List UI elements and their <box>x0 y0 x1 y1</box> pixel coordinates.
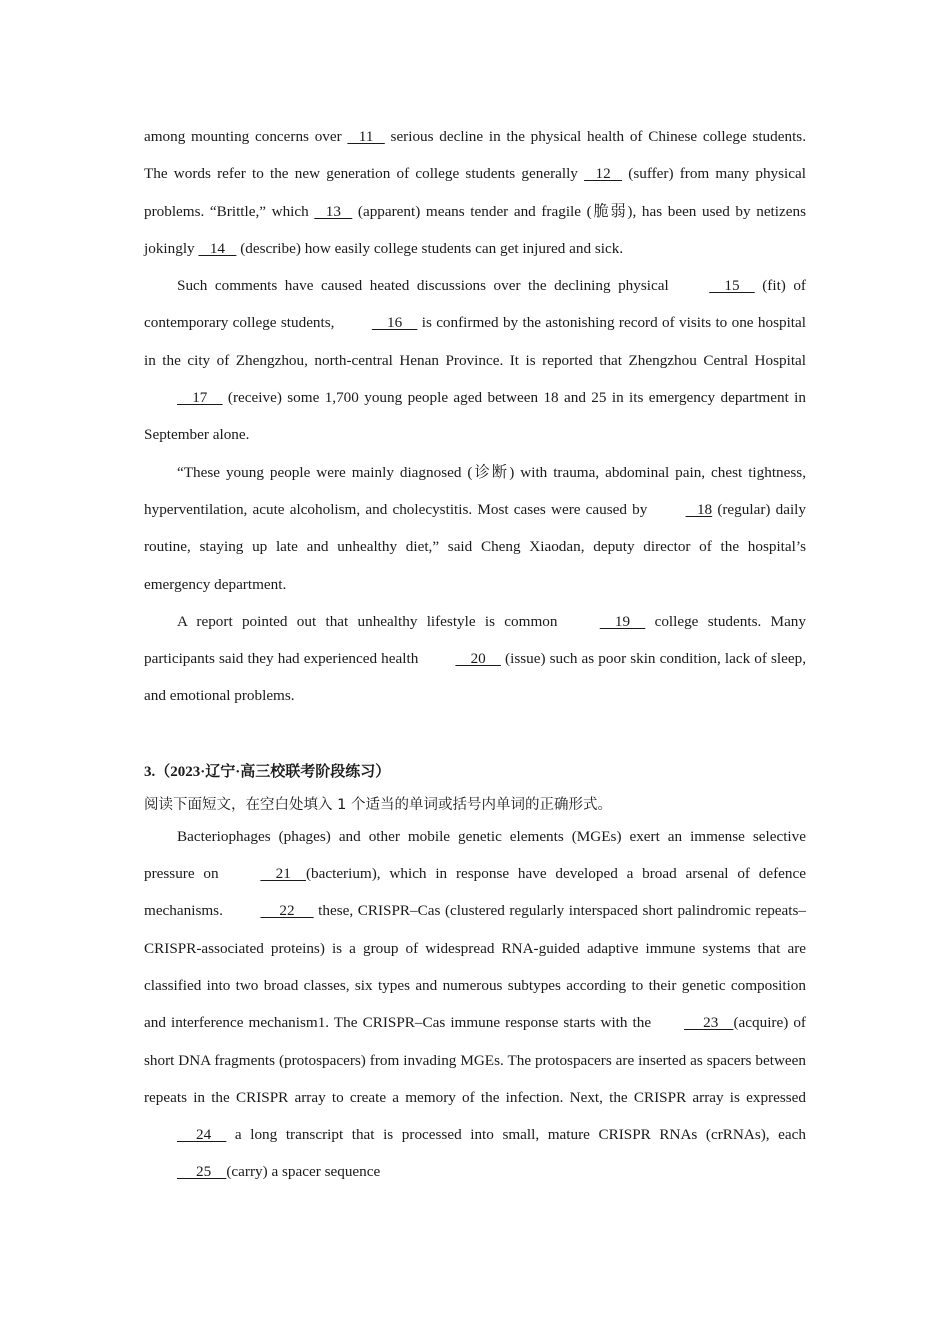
blank-13[interactable]: 13 <box>314 202 353 220</box>
question3-paragraph-1 <box>144 818 806 1191</box>
text-segment: among mounting concerns over <box>144 128 348 145</box>
passage-paragraph-1 <box>144 118 806 267</box>
text-segment: (describe) how easily college students can get injured and sick. <box>236 239 624 257</box>
text-segment: (apparent) means tender and fragile (脆弱), has been used by netizens jokingly <box>144 202 806 257</box>
blank-15[interactable]: 15 <box>709 277 755 295</box>
text-segment: serious decline in the physical health of Chinese college students. The words refer to the new generation of college students generally <box>144 128 806 183</box>
blank-16[interactable]: 16 <box>371 314 418 332</box>
blank-22[interactable]: 22 <box>260 902 314 920</box>
blank-18[interactable]: 18 <box>685 500 713 518</box>
text-segment: “These young people were mainly diagnosed (诊断) with trauma, abdominal pain, chest tightness, hyperventilation, acute alcoholism, and cholecystitis. Most cases were caused by <box>144 463 806 518</box>
text-segment: (issue) such as poor skin condition, lack of sleep, and emotional problems. <box>144 650 806 705</box>
blank-20[interactable]: 20 <box>455 650 501 668</box>
passage-paragraph-4 <box>144 603 806 715</box>
text-segment: these, CRISPR–Cas (clustered regularly interspaced short palindromic repeats–CRISPR-associated proteins) is a group of widespread RNA-guided adaptive immune systems that are classified into two broad classes, six types and numerous subtypes according to their genetic composition and interference mechanism1. The CRISPR–Cas immune response starts with the <box>144 902 807 1032</box>
text-segment: A report pointed out that unhealthy lifestyle is common <box>177 612 567 630</box>
blank-11[interactable]: 11 <box>347 128 385 145</box>
blank-23[interactable]: 23 <box>684 1014 734 1032</box>
document-page <box>144 118 806 1191</box>
passage-paragraph-3 <box>144 454 806 603</box>
text-segment: (acquire) of short DNA fragments (protospacers) from invading MGEs. The protospacers are inserted as spacers between repeats in the CRISPR array to create a memory of the infection. Next, the CRISPR array is expressed <box>144 1014 806 1106</box>
text-segment: (fit) of contemporary college students, <box>144 277 806 332</box>
text-segment: Bacteriophages (phages) and other mobile genetic elements (MGEs) exert an immense selective pressure on <box>144 827 806 883</box>
text-segment: (bacterium), which in response have developed a broad arsenal of defence mechanisms. <box>144 865 806 920</box>
text-segment: college students. Many participants said they had experienced health <box>144 612 806 668</box>
blank-17[interactable]: 17 <box>177 389 223 407</box>
blank-21[interactable]: 21 <box>260 865 306 883</box>
question-heading: 3.（2023·辽宁·高三校联考阶段练习） <box>144 763 391 780</box>
text-segment: is confirmed by the astonishing record of visits to one hospital in the city of Zhengzhou, north-central Henan Province. It is reported that Zhengzhou Central Hospital <box>144 314 806 369</box>
blank-19[interactable]: 19 <box>599 612 646 630</box>
text-segment: Such comments have caused heated discussions over the declining physical <box>177 277 677 295</box>
text-segment: (receive) some 1,700 young people aged between 18 and 25 in its emergency department in September alone. <box>144 389 806 444</box>
blank-14[interactable]: 14 <box>198 239 237 257</box>
blank-12[interactable]: 12 <box>584 165 623 183</box>
text-segment: (suffer) from many physical problems. “Brittle,” which <box>144 165 806 220</box>
blank-24[interactable]: 24 <box>177 1126 227 1144</box>
text-segment: (carry) a spacer sequence <box>226 1163 381 1181</box>
passage-paragraph-2 <box>144 267 806 453</box>
blank-25[interactable]: 25 <box>177 1163 227 1181</box>
text-segment: (regular) daily routine, staying up late and unhealthy diet,” said Cheng Xiaodan, deputy director of the hospital’s emergency department. <box>144 500 806 593</box>
text-segment: a long transcript that is processed into small, mature CRISPR RNAs (crRNAs), each <box>226 1126 806 1144</box>
question-instruction: 阅读下面短文，在空白处填入 1 个适当的单词或括号内单词的正确形式。 <box>144 796 612 813</box>
